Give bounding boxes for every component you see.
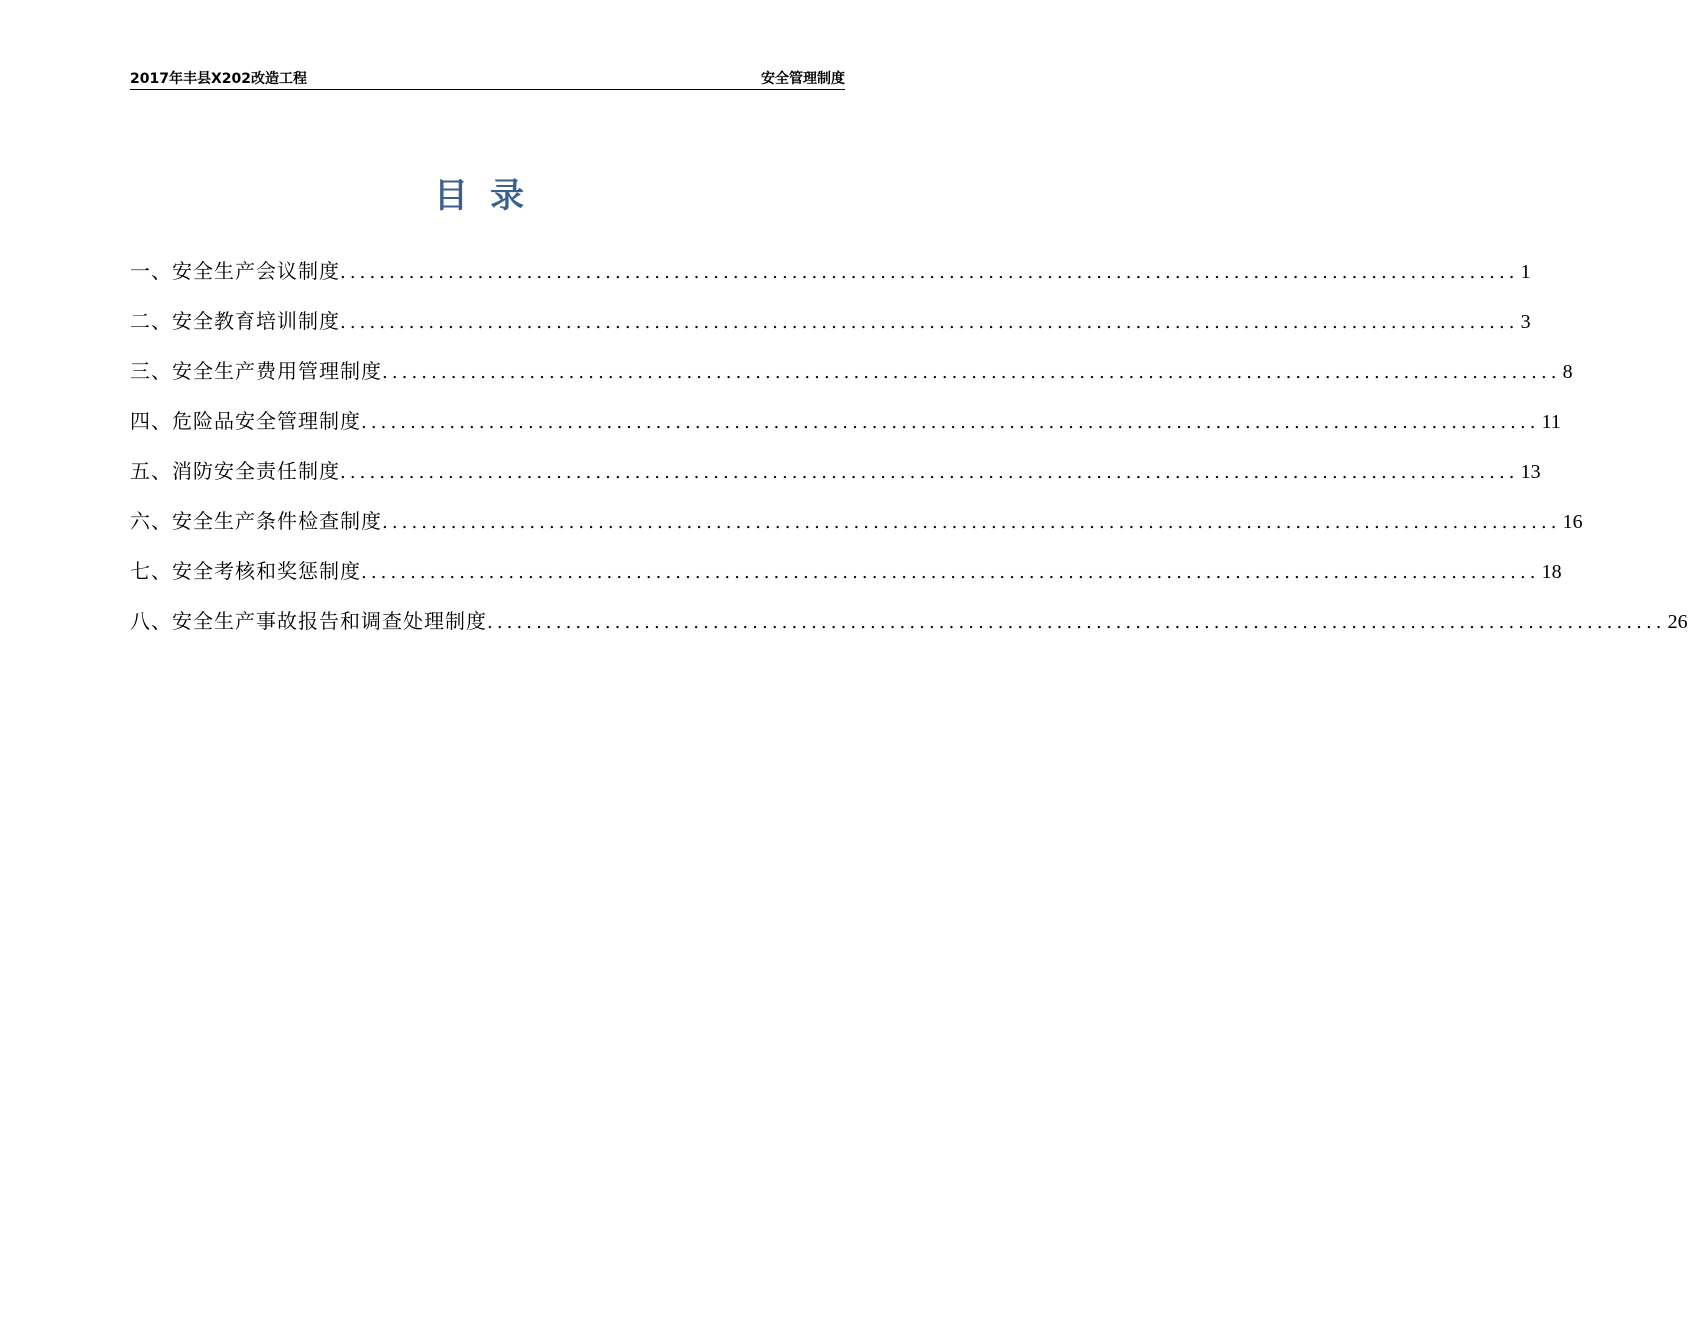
toc-entry[interactable] bbox=[130, 506, 1583, 556]
toc-entry[interactable] bbox=[130, 456, 1541, 506]
toc-entry-title: 八、安全生产事故报告和调查处理制度 bbox=[130, 609, 487, 633]
toc-dot-leader: ........................................................................................................................ bbox=[382, 362, 1561, 383]
toc-entry[interactable] bbox=[130, 556, 1562, 606]
toc-entry-page-number: 16 bbox=[1562, 511, 1583, 533]
toc-entry-page-number: 18 bbox=[1541, 561, 1562, 583]
toc-dot-leader: ........................................................................................................................ bbox=[340, 462, 1519, 483]
toc-entry[interactable] bbox=[130, 606, 1688, 656]
toc-entry[interactable] bbox=[130, 306, 1531, 356]
toc-entry[interactable] bbox=[130, 406, 1561, 456]
toc-dot-leader: ........................................................................................................................ bbox=[361, 412, 1540, 433]
toc-entry-page-number: 3 bbox=[1520, 311, 1531, 333]
toc-entry-title: 四、危险品安全管理制度 bbox=[130, 409, 361, 433]
toc-entry-title: 五、消防安全责任制度 bbox=[130, 459, 340, 483]
table-of-contents bbox=[130, 256, 1688, 656]
toc-dot-leader: ........................................................................................................................ bbox=[382, 512, 1561, 533]
toc-entry-title: 三、安全生产费用管理制度 bbox=[130, 359, 382, 383]
toc-entry-title: 二、安全教育培训制度 bbox=[130, 309, 340, 333]
header-project-title: 2017年丰县X202改造工程 bbox=[130, 71, 307, 87]
toc-entry-page-number: 1 bbox=[1520, 261, 1531, 283]
toc-entry-page-number: 13 bbox=[1520, 461, 1541, 483]
toc-entry[interactable] bbox=[130, 356, 1573, 406]
toc-dot-leader: ........................................................................................................................ bbox=[487, 612, 1666, 633]
toc-dot-leader: ........................................................................................................................ bbox=[361, 562, 1540, 583]
toc-entry[interactable] bbox=[130, 256, 1531, 306]
toc-entry-page-number: 11 bbox=[1541, 411, 1561, 433]
toc-entry-title: 六、安全生产条件检查制度 bbox=[130, 509, 382, 533]
running-header bbox=[130, 68, 845, 90]
toc-heading: 目录 bbox=[434, 176, 546, 216]
toc-entry-title: 一、安全生产会议制度 bbox=[130, 259, 340, 283]
toc-entry-page-number: 26 bbox=[1667, 611, 1688, 633]
toc-dot-leader: ........................................................................................................................ bbox=[340, 312, 1519, 333]
toc-dot-leader: ........................................................................................................................ bbox=[340, 262, 1519, 283]
toc-entry-title: 七、安全考核和奖惩制度 bbox=[130, 559, 361, 583]
toc-entry-page-number: 8 bbox=[1562, 361, 1573, 383]
header-document-type: 安全管理制度 bbox=[761, 71, 845, 87]
